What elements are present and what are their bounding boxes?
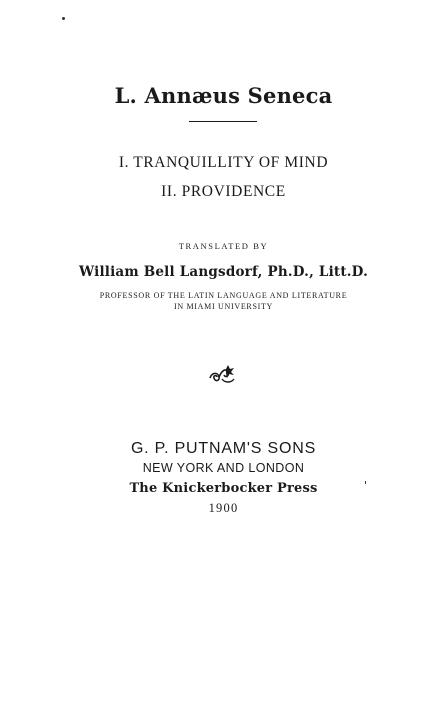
publication-year: 1900 (208, 501, 239, 515)
author-title: L. Annæus Seneca (114, 83, 333, 108)
floral-fleuron-icon (208, 364, 236, 384)
translator-affiliation-line-2: IN MIAMI UNIVERSITY (173, 302, 274, 311)
title-rule (189, 121, 257, 122)
scan-speck (365, 481, 366, 484)
work-title-1: I. TRANQUILLITY OF MIND (118, 154, 329, 171)
publisher-place: NEW YORK AND LONDON (142, 461, 305, 475)
publisher-name: G. P. PUTNAM'S SONS (130, 440, 317, 457)
press-name: The Knickerbocker Press (129, 481, 318, 496)
work-title-2: II. PROVIDENCE (161, 183, 286, 200)
translator-affiliation-line-1: PROFESSOR OF THE LATIN LANGUAGE AND LITERATURE (99, 291, 348, 300)
scan-speck (62, 17, 65, 20)
translated-by-label: TRANSLATED BY (178, 241, 269, 251)
translator-name: William Bell Langsdorf, Ph.D., Litt.D. (79, 264, 368, 280)
